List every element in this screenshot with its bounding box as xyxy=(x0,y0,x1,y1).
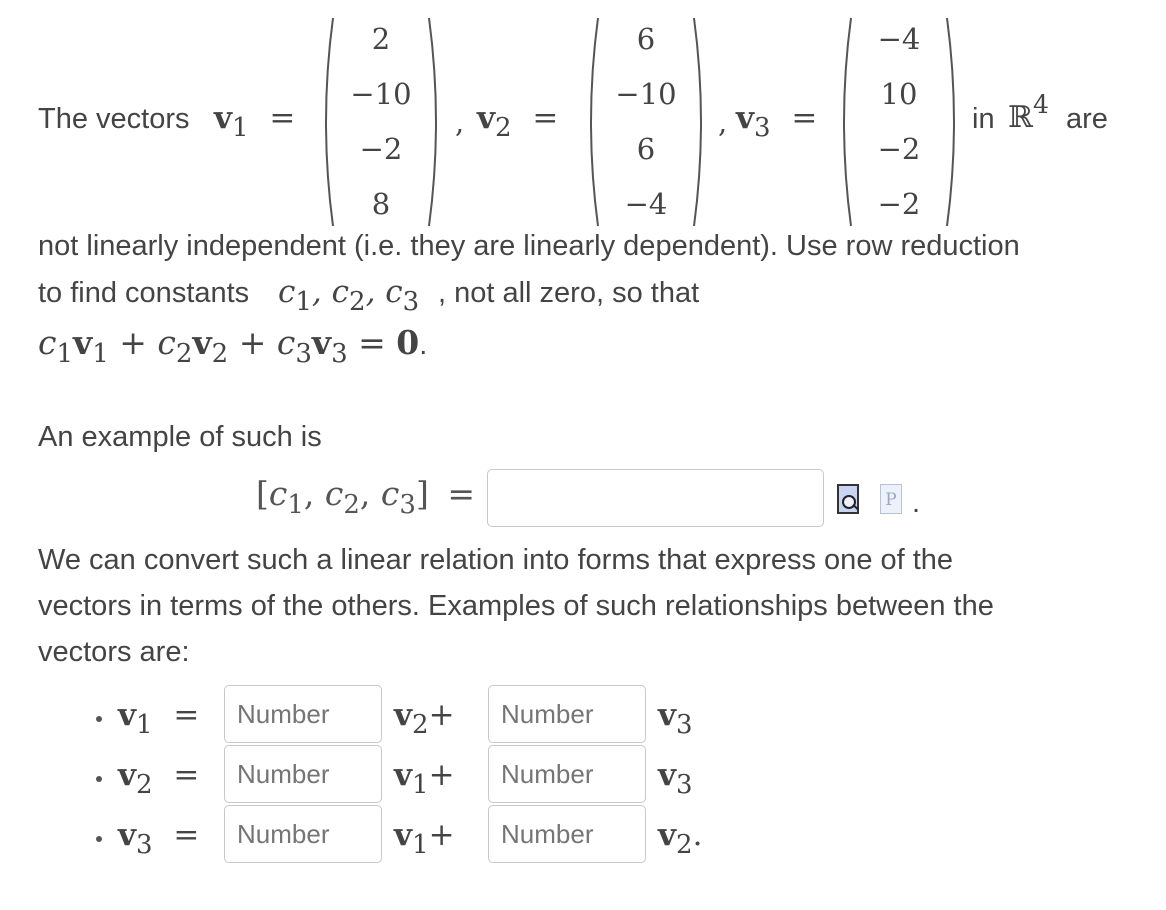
relation-lhs: $v_1$ = xyxy=(118,697,200,740)
relation-end-term: $v_3$ xyxy=(658,697,693,740)
intro-line-2: not linearly independent (i.e. they are linearly dependent). Use row reduction xyxy=(38,230,1020,262)
intro-line-3-suffix: , not all zero, so that xyxy=(438,277,700,309)
relation-3-coef-a-input[interactable] xyxy=(224,805,382,863)
relation-2-coef-b-input[interactable] xyxy=(488,745,646,803)
v1-entry: 8 xyxy=(371,187,391,221)
v1-left-paren xyxy=(318,16,336,228)
period: . xyxy=(912,487,921,519)
example-label: An example of such is xyxy=(38,421,322,453)
are-text: are xyxy=(1066,103,1108,135)
intro-prefix: The vectors xyxy=(38,103,190,135)
v2-entry: −4 xyxy=(624,187,668,221)
relation-lhs: $v_2$ = xyxy=(118,757,200,800)
relation-3-coef-b-input[interactable] xyxy=(488,805,646,863)
v1-matrix xyxy=(318,12,444,230)
relations-line-2: vectors in terms of the others. Examples of such relationships between the xyxy=(38,590,994,622)
relation-2-coef-a-input[interactable] xyxy=(224,745,382,803)
v1-label: $v_1$ = xyxy=(214,100,296,143)
v3-left-paren xyxy=(836,16,854,228)
v2-entry: −10 xyxy=(615,77,677,111)
bullet xyxy=(96,776,102,782)
intro-line-3-prefix: to find constants xyxy=(38,277,250,309)
v2-right-paren xyxy=(691,16,709,228)
relation-end-term: $v_3$ xyxy=(658,757,693,800)
v2-entry: 6 xyxy=(636,22,656,56)
relation-mid-term: $v_1+$ xyxy=(394,817,455,860)
constants-list: $c_1$, $c_2$, $c_3$ xyxy=(278,274,420,317)
relations-line-3: vectors are: xyxy=(38,636,190,668)
v2-matrix xyxy=(583,12,709,230)
r4-label: ℝ$^4$ xyxy=(1008,90,1049,135)
v3-label: $v_3$ = xyxy=(736,100,818,143)
relations-line-1: We can convert such a linear relation into forms that express one of the xyxy=(38,544,954,576)
relation-mid-term: $v_1+$ xyxy=(394,757,455,800)
relation-end-term: $v_2$. xyxy=(658,817,703,860)
v3-entry: −2 xyxy=(877,187,921,221)
bullet xyxy=(96,836,102,842)
relation-1-coef-b-input[interactable] xyxy=(488,685,646,743)
constants-vector-label: [$c_1$, $c_2$, $c_3$] = xyxy=(256,474,475,520)
v3-right-paren xyxy=(944,16,962,228)
relation-mid-term: $v_2+$ xyxy=(394,697,455,740)
v1-entry: −10 xyxy=(350,77,412,111)
constants-answer-input[interactable] xyxy=(487,469,824,527)
relation-1-coef-a-input[interactable] xyxy=(224,685,382,743)
linear-combination-equation: $c_1v_1 + c_2v_2 + c_3v_3 = 0$. xyxy=(38,323,428,369)
format-help-icon[interactable]: P xyxy=(880,484,902,514)
v2-label: $v_2$ = xyxy=(477,100,559,143)
v1-entry: 2 xyxy=(371,22,391,56)
comma: , xyxy=(718,105,728,139)
comma: , xyxy=(455,105,465,139)
v2-entry: 6 xyxy=(636,132,656,166)
v3-matrix xyxy=(836,12,962,230)
v3-entry: 10 xyxy=(880,77,918,111)
in-text: in xyxy=(972,103,995,135)
v3-entry: −4 xyxy=(877,22,921,56)
v1-entry: −2 xyxy=(359,132,403,166)
preview-icon[interactable] xyxy=(837,484,859,514)
bullet xyxy=(96,716,102,722)
relation-lhs: $v_3$ = xyxy=(118,817,200,860)
v1-right-paren xyxy=(426,16,444,228)
v3-entry: −2 xyxy=(877,132,921,166)
v2-left-paren xyxy=(583,16,601,228)
